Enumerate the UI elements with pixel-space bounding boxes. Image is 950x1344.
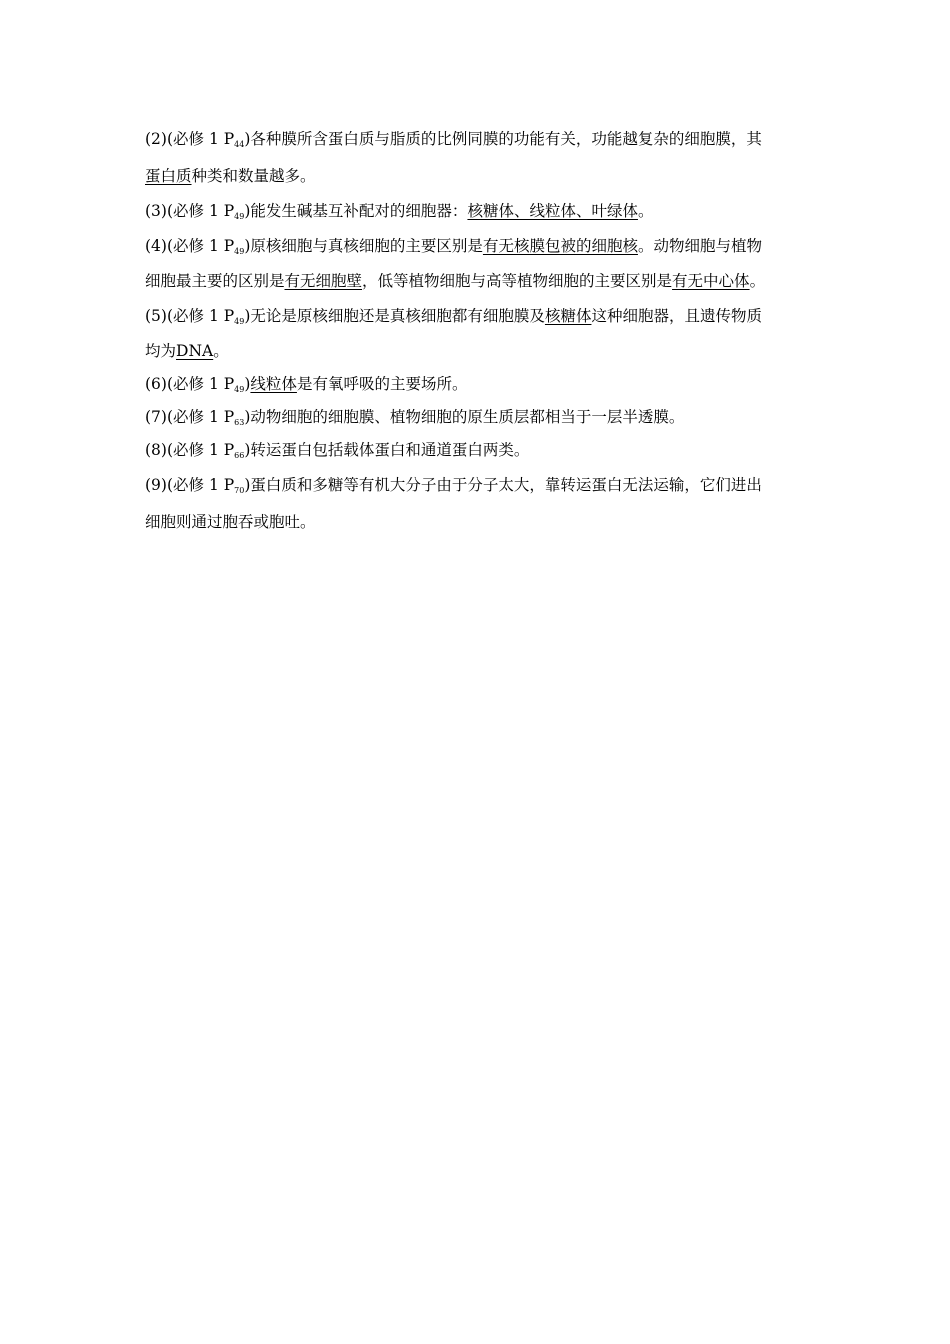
note-text: 。 bbox=[213, 342, 229, 360]
note-text: 这种细胞器，且遗传物质 bbox=[591, 307, 762, 325]
source-ref: (必修 1 P49) bbox=[166, 307, 251, 326]
note-text: 。 bbox=[637, 202, 654, 220]
answer-blank: 核糖体、线粒体、叶绿体 bbox=[467, 202, 638, 220]
source-ref: (必修 1 P49) bbox=[166, 202, 251, 221]
note-2-line-2 bbox=[145, 158, 810, 195]
note-number: (7) bbox=[145, 408, 167, 426]
note-text: 细胞最主要的区别是 bbox=[145, 272, 285, 290]
source-ref: (必修 1 P70) bbox=[166, 476, 251, 495]
note-3-line-1 bbox=[145, 195, 810, 228]
note-7-line-1 bbox=[145, 401, 810, 434]
answer-blank: 核糖体 bbox=[544, 307, 592, 325]
note-text: 种类和数量越多。 bbox=[191, 167, 316, 185]
note-4-line-2 bbox=[145, 265, 810, 298]
answer-blank: 有无中心体 bbox=[672, 272, 750, 290]
note-text: 各种膜所含蛋白质与脂质的比例同膜的功能有关，功能越复杂的细胞膜，其 bbox=[250, 130, 762, 148]
answer-blank: 有无核膜包被的细胞核 bbox=[482, 237, 638, 255]
notes-list bbox=[145, 121, 810, 541]
note-6-line-1 bbox=[145, 368, 810, 401]
note-text: ，低等植物细胞与高等植物细胞的主要区别是 bbox=[362, 272, 673, 290]
note-5-line-1 bbox=[145, 298, 810, 335]
note-text: 。动物细胞与植物 bbox=[637, 237, 762, 255]
note-2-line-1 bbox=[145, 121, 810, 158]
answer-blank: DNA bbox=[176, 342, 214, 360]
note-text: 。 bbox=[749, 272, 766, 290]
note-text: 转运蛋白包括载体蛋白和通道蛋白两类。 bbox=[250, 441, 530, 459]
note-text: 细胞则通过胞吞或胞吐。 bbox=[145, 513, 316, 531]
note-text: 动物细胞的细胞膜、植物细胞的原生质层都相当于一层半透膜。 bbox=[250, 408, 685, 426]
note-8-line-1 bbox=[145, 434, 810, 467]
source-ref: (必修 1 P49) bbox=[166, 237, 251, 256]
answer-blank: 有无细胞壁 bbox=[284, 272, 363, 290]
source-ref: (必修 1 P44) bbox=[166, 130, 251, 149]
note-5-line-2 bbox=[145, 335, 810, 368]
note-text: 无论是原核细胞还是真核细胞都有细胞膜及 bbox=[250, 307, 545, 325]
note-number: (6) bbox=[145, 375, 167, 393]
answer-blank: 蛋白质 bbox=[145, 167, 192, 185]
answer-blank: 线粒体 bbox=[250, 375, 297, 393]
note-number: (4) bbox=[145, 237, 167, 255]
note-number: (5) bbox=[145, 307, 167, 325]
note-4-line-1 bbox=[145, 228, 810, 265]
note-number: (9) bbox=[145, 476, 167, 494]
note-number: (2) bbox=[145, 130, 167, 148]
note-text: 是有氧呼吸的主要场所。 bbox=[296, 375, 468, 393]
note-number: (8) bbox=[145, 441, 167, 459]
note-9-line-2 bbox=[145, 504, 810, 541]
source-ref: (必修 1 P66) bbox=[166, 441, 251, 460]
source-ref: (必修 1 P63) bbox=[166, 408, 251, 427]
note-text: 原核细胞与真核细胞的主要区别是 bbox=[250, 237, 483, 255]
note-9-line-1 bbox=[145, 467, 810, 504]
note-text: 均为 bbox=[145, 342, 177, 360]
note-text: 能发生碱基互补配对的细胞器： bbox=[250, 202, 468, 220]
source-ref: (必修 1 P49) bbox=[166, 375, 251, 394]
note-text: 蛋白质和多糖等有机大分子由于分子太大，靠转运蛋白无法运输，它们进出 bbox=[250, 476, 762, 494]
note-number: (3) bbox=[145, 202, 167, 220]
